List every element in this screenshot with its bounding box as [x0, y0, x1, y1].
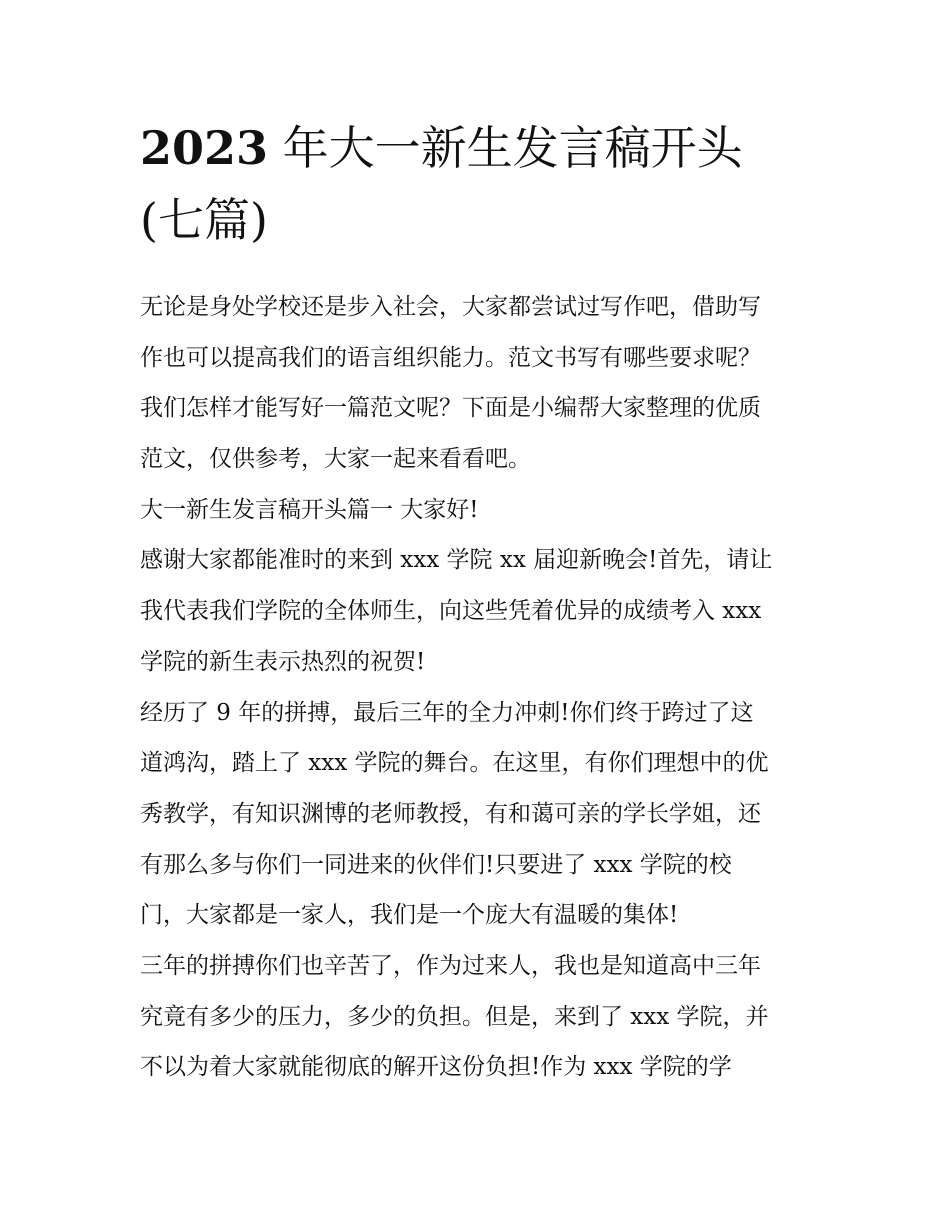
- text-line: 秀教学，有知识渊博的老师教授，有和蔼可亲的学长学姐，还: [140, 800, 761, 827]
- text-line: 三年的拼搏你们也辛苦了，作为过来人，我也是知道高中三年: [140, 952, 761, 979]
- text-line: 有那么多与你们一同进来的伙伴们!只要进了 xxx 学院的校: [140, 851, 732, 878]
- text-line: 我代表我们学院的全体师生，向这些凭着优异的成绩考入 xxx: [140, 598, 762, 625]
- text-line: 无论是身处学校还是步入社会，大家都尝试过写作吧，借助写: [140, 294, 761, 320]
- text-line: 门，大家都是一家人，我们是一个庞大有温暖的集体!: [140, 902, 679, 929]
- text-line: 作也可以提高我们的语言组织能力。范文书写有哪些要求呢？: [140, 344, 761, 371]
- text-line: 经历了 9 年的拼搏，最后三年的全力冲刺!你们终于跨过了这: [140, 699, 754, 726]
- document-title: [140, 112, 820, 256]
- text-line: 究竟有多少的压力，多少的负担。但是，来到了 xxx 学院，并: [140, 1003, 769, 1030]
- title-text-line2: (七篇): [140, 193, 268, 247]
- text-line: 范文，仅供参考，大家一起来看看吧。: [140, 446, 531, 473]
- title-year: 2023: [140, 121, 269, 175]
- section-heading-line: 大一新生发言稿开头篇一 大家好!: [140, 496, 479, 523]
- text-line: 我们怎样才能写好一篇范文呢？下面是小编帮大家整理的优质: [140, 395, 761, 422]
- title-text-line1: 年大一新生发言稿开头: [268, 121, 743, 175]
- text-line: 不以为着大家就能彻底的解开这份负担!作为 xxx 学院的学: [140, 1054, 732, 1081]
- text-line: 感谢大家都能准时的来到 xxx 学院 xx 届迎新晚会!首先，请让: [140, 547, 773, 574]
- text-line: 道鸿沟，踏上了 xxx 学院的舞台。在这里，有你们理想中的优: [140, 750, 769, 777]
- text-line: 学院的新生表示热烈的祝贺!: [140, 648, 426, 675]
- document-body: [140, 282, 820, 1093]
